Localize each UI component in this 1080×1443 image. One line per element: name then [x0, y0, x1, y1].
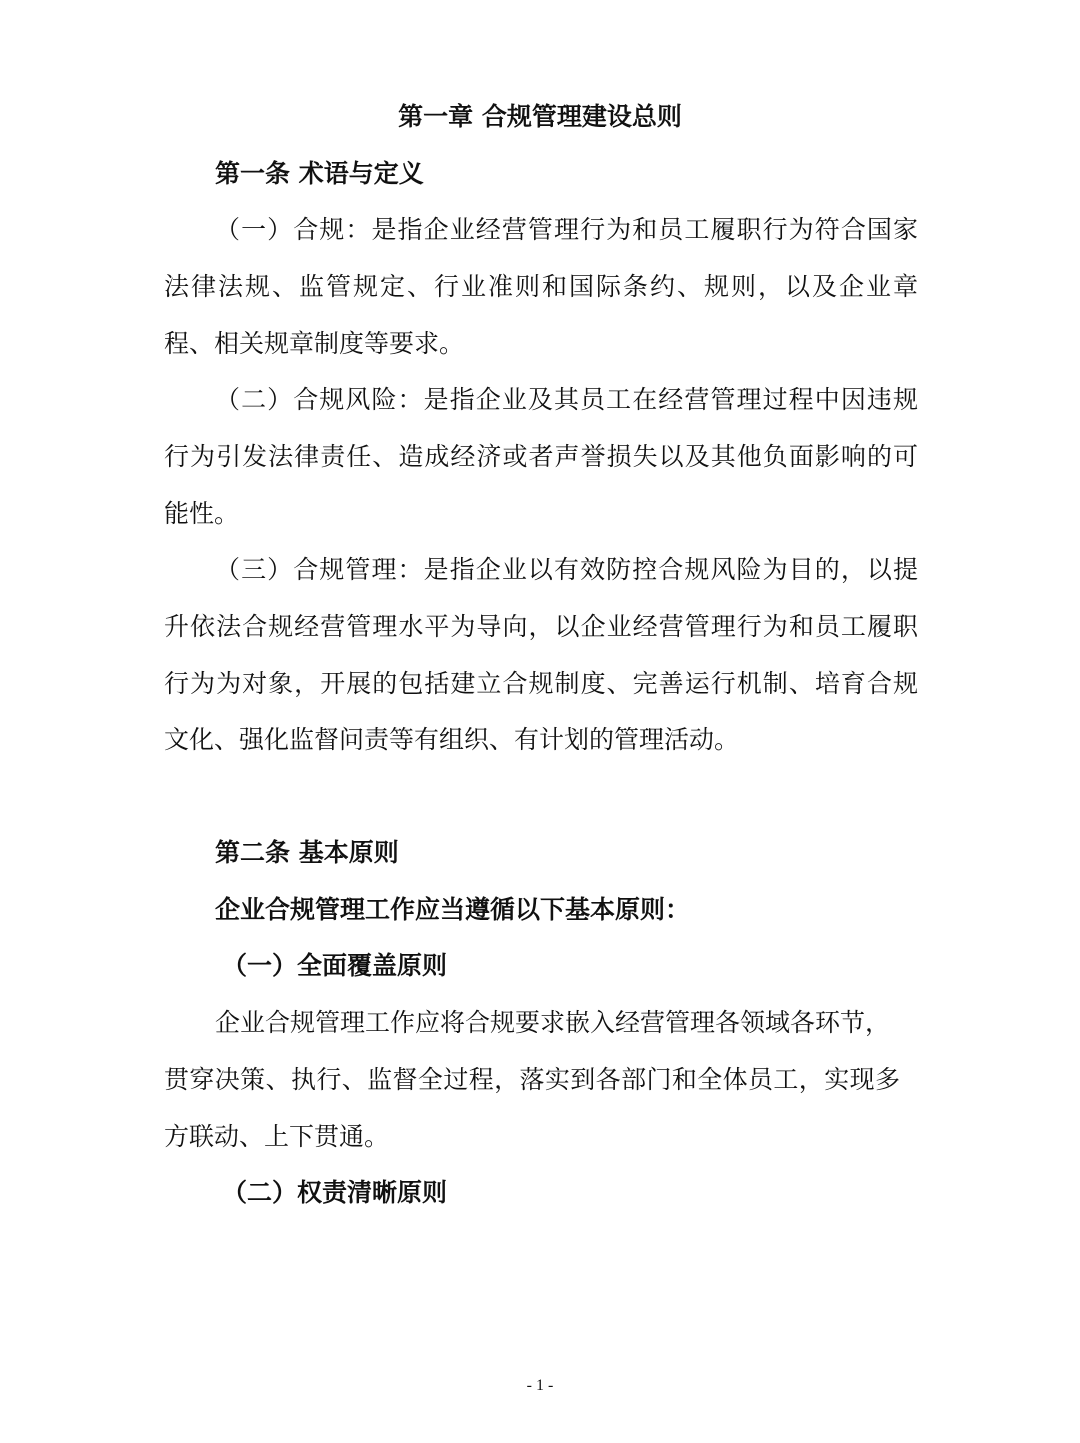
principle-1-heading: （一）全面覆盖原则: [222, 951, 448, 980]
paragraph-line: 行为为对象，开展的包括建立合规制度、完善运行机制、培育合规: [164, 669, 918, 698]
principle-2-heading: （二）权责清晰原则: [222, 1178, 448, 1207]
paragraph-line: 法律法规、监管规定、行业准则和国际条约、规则，以及企业章: [164, 272, 918, 301]
paragraph-line: （三）合规管理：是指企业以有效防控合规风险为目的，以提: [215, 555, 918, 584]
paragraph-line: 程、相关规章制度等要求。: [164, 329, 465, 358]
paragraph-line: 企业合规管理工作应将合规要求嵌入经营管理各领域各环节，: [215, 1008, 891, 1037]
article-1-heading: 第一条 术语与定义: [215, 159, 424, 188]
paragraph-line: （二）合规风险：是指企业及其员工在经营管理过程中因违规: [215, 385, 918, 414]
page-number: - 1 -: [526, 1377, 554, 1394]
article-2-heading: 第二条 基本原则: [215, 838, 399, 867]
chapter-title: 第一章 合规管理建设总则: [398, 102, 682, 131]
paragraph-line: 方联动、上下贯通。: [164, 1122, 390, 1151]
paragraph-line: 贯穿决策、执行、监督全过程，落实到各部门和全体员工，实现多: [164, 1065, 900, 1094]
article-2-intro: 企业合规管理工作应当遵循以下基本原则：: [215, 895, 691, 924]
paragraph-line: 行为引发法律责任、造成经济或者声誉损失以及其他负面影响的可: [164, 442, 918, 471]
paragraph-line: 升依法合规经营管理水平为导向，以企业经营管理行为和员工履职: [164, 612, 918, 641]
paragraph-line: 文化、强化监督问责等有组织、有计划的管理活动。: [164, 725, 740, 754]
paragraph-line: （一）合规：是指企业经营管理行为和员工履职行为符合国家: [215, 215, 918, 244]
paragraph-line: 能性。: [164, 499, 240, 528]
